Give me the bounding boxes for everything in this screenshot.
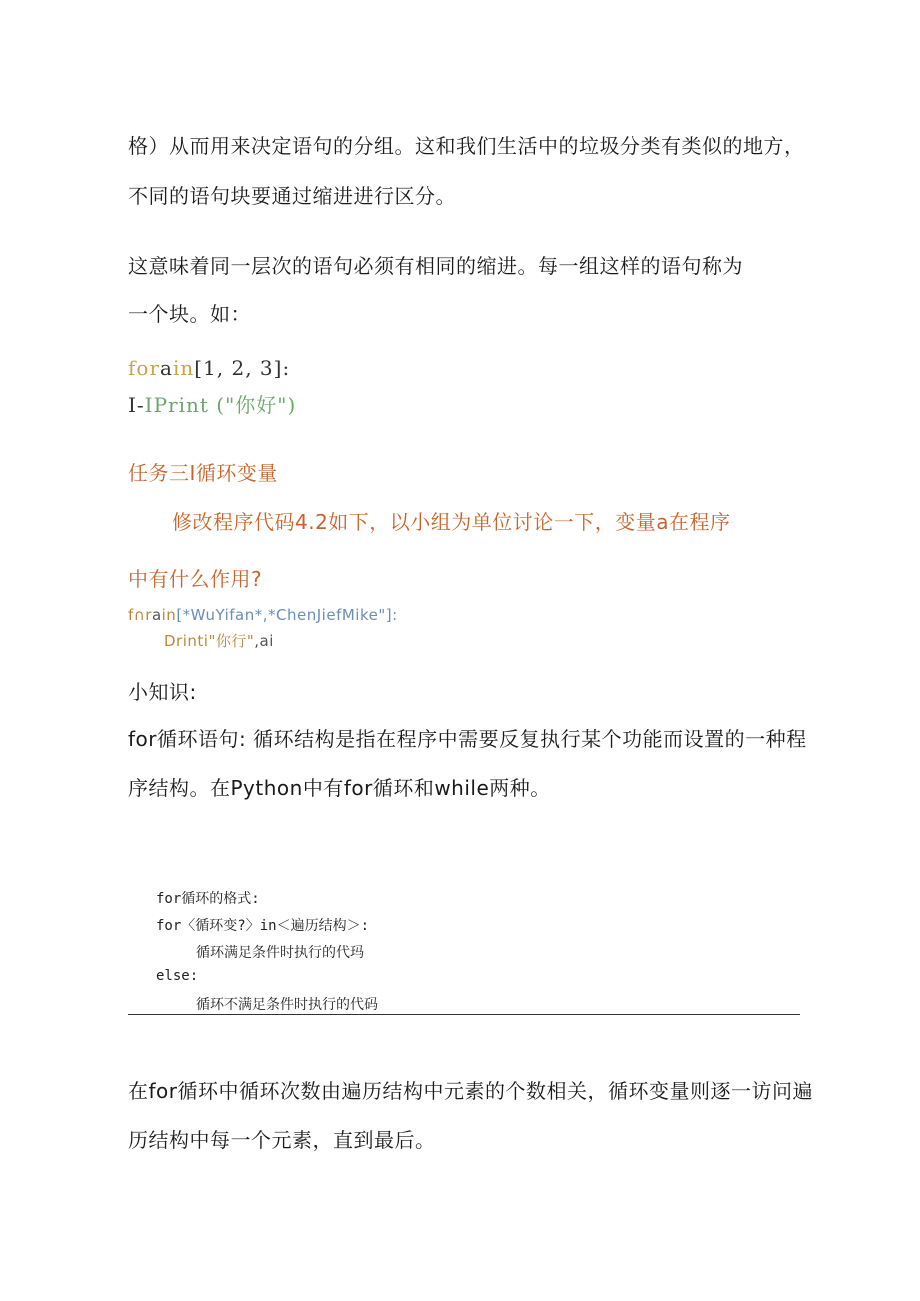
variable-a: a [151, 606, 162, 624]
format-line3: 循环满足条件时执行的代玛 [196, 945, 364, 961]
format-divider [128, 1014, 800, 1015]
code-example-line2 [128, 389, 296, 418]
para2-line1: 这意味着同一层次的语句必须有相同的缩进。每一组这样的语句称为 [128, 254, 743, 278]
indent-marker: I- [128, 393, 145, 417]
para1-line1: 格）从而用来决定语句的分组。这和我们生活中的垃圾分类有类似的地方， [128, 134, 805, 158]
print-args: ,ai [254, 632, 274, 650]
keyword-in: in [172, 356, 195, 380]
print-call: Drinti"你行" [164, 632, 255, 650]
para2-line2: 一个块。如： [128, 302, 251, 326]
keyword-for: f∩r [128, 606, 152, 624]
task-desc-line2: 中有什么作用? [128, 567, 263, 591]
keyword-for: for [128, 356, 161, 380]
knowledge-heading: 小知识: [128, 680, 197, 704]
keyword-in: in [161, 606, 177, 624]
format-line5: 循环不满足条件时执行的代码 [196, 997, 378, 1013]
code-task-line2 [164, 630, 274, 651]
format-line4: else: [156, 968, 199, 984]
task-title: 任务三I循环变量 [128, 461, 278, 485]
code-example-line1 [128, 356, 290, 380]
para1-line2: 不同的语句块要通过缩进进行区分。 [128, 184, 456, 208]
task-desc-line1: 修改程序代码4.2如下，以小组为单位讨论一下，变量a在程序 [172, 510, 731, 534]
code-task-line1 [128, 606, 398, 624]
variable-a: a [160, 356, 173, 380]
format-line1: for循环的格式: [156, 891, 260, 907]
format-line2: for〈循环变?〉in＜遍历结构＞: [156, 918, 370, 934]
knowledge-line2: 序结构。在Python中有for循环和while两种。 [128, 776, 551, 800]
knowledge-line1: for循环语句: 循环结构是指在程序中需要反复执行某个功能而设置的一种程 [128, 727, 807, 751]
list-literal: [*WuYifan*,*ChenJiefMike"]: [176, 606, 398, 624]
para3-line1: 在for循环中循环次数由遍历结构中元素的个数相关，循环变量则逐一访问遍 [128, 1079, 813, 1103]
para3-line2: 历结构中每一个元素，直到最后。 [128, 1128, 436, 1152]
list-literal: [1, 2, 3]: [194, 356, 291, 380]
print-call: IPrint ("你好") [144, 393, 297, 417]
